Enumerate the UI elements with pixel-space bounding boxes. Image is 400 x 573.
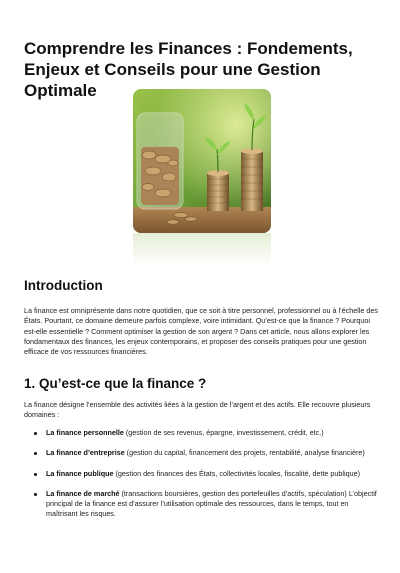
introduction-heading: Introduction	[24, 278, 103, 293]
bullet-icon	[34, 432, 37, 435]
bullet-icon	[34, 493, 37, 496]
list-item	[24, 489, 378, 520]
list-item	[24, 448, 378, 458]
finance-domains-list	[24, 428, 378, 520]
list-item-desc: (transactions boursières, gestion des portefeuilles d’actifs, spéculation) L’objectif principal de la finance est d’assurer l’utilisation optimale des ressources, dans le temps, tout en maîtrisant les risques.	[46, 488, 377, 519]
bullet-icon	[34, 452, 37, 455]
hero-image-reflection	[133, 233, 271, 267]
list-item-desc: (gestion des finances des États, collectivités locales, fiscalité, dette publique)	[113, 468, 361, 478]
list-item	[24, 428, 378, 438]
list-item	[24, 469, 378, 479]
hero-image	[133, 89, 271, 233]
bullet-icon	[34, 473, 37, 476]
section1-paragraph: La finance désigne l’ensemble des activités liées à la gestion de l’argent et des actifs. Elle recouvre plusieurs domaines :	[24, 400, 371, 420]
list-item-term: La finance publique	[46, 468, 114, 478]
introduction-paragraph: La finance est omniprésente dans notre quotidien, que ce soit à titre personnel, professionnel ou à l’échelle des États. Pourtant, ce domaine demeure parfois complexe, voire intimidant. Qu’est-ce que la finance ? Pourquoi est-elle essentielle ? Comment optimiser la gestion de son argent ? Dans cet article, nous allons explorer les fondamentaux des finances, les enjeux contemporains, et proposer des conseils pratiques pour une gestion efficace de vos ressources financières.	[24, 306, 379, 357]
section1-heading: 1. Qu’est-ce que la finance ?	[24, 376, 207, 391]
list-item-desc: (gestion du capital, financement des projets, rentabilité, analyse financière)	[124, 448, 365, 458]
article-title: Comprendre les Finances : Fondements, Enjeux et Conseils pour une Gestion Optimale	[24, 39, 353, 100]
list-item-term: La finance de marché	[46, 488, 120, 498]
list-item-term: La finance personnelle	[46, 428, 124, 437]
coin-jar-and-plant-icon	[133, 89, 271, 233]
list-item-desc: (gestion de ses revenus, épargne, investissement, crédit, etc.)	[123, 428, 324, 437]
list-item-term: La finance d’entreprise	[46, 448, 125, 458]
